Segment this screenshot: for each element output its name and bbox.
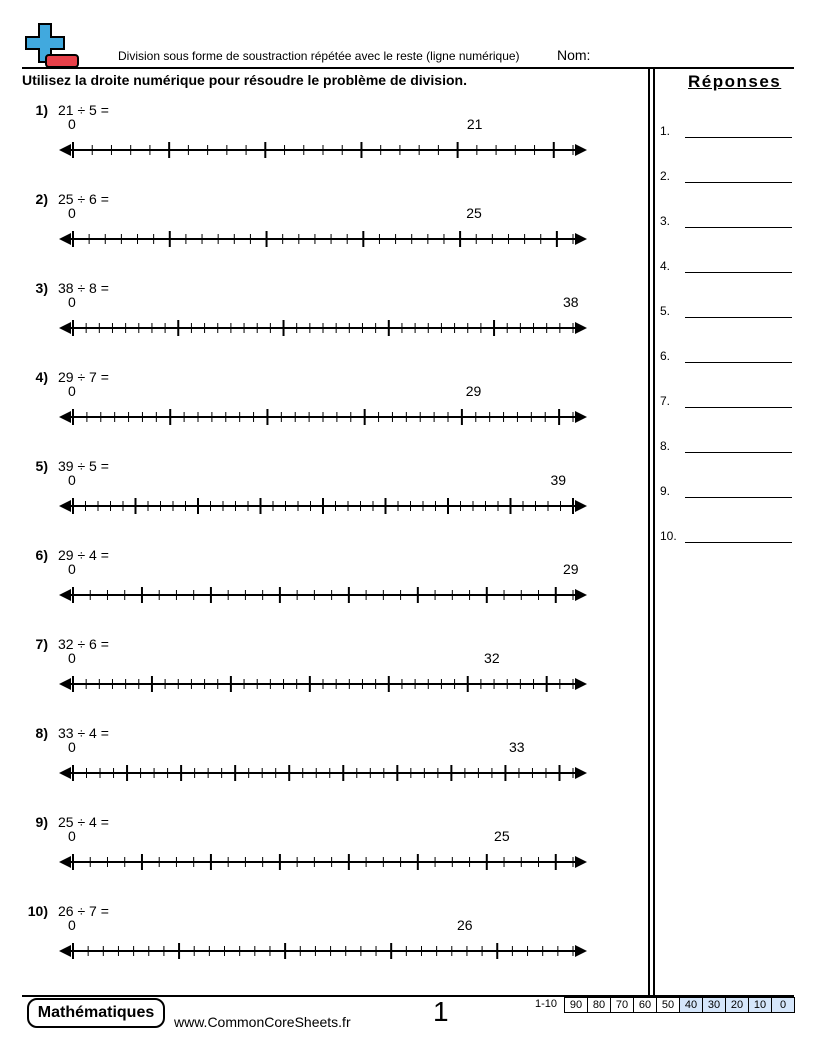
answer-row [660,214,792,234]
dividend-label: 29 [465,383,482,399]
score-cell: 70 [611,998,634,1013]
score-cell: 80 [588,998,611,1013]
problem-number: 1) [35,102,48,118]
answer-number: 8. [660,439,671,453]
problem-number: 9) [35,814,48,830]
answer-blank[interactable] [685,137,792,138]
arrow-right-icon [575,322,587,334]
problem [0,893,640,982]
answer-blank[interactable] [685,272,792,273]
column-divider-right [653,67,655,997]
answer-blank[interactable] [685,542,792,543]
answer-blank[interactable] [685,227,792,228]
dividend-label: 33 [508,739,525,755]
arrow-left-icon [59,411,71,423]
score-range-label: 1-10 [535,998,558,1010]
answer-row [660,259,792,279]
problem [0,448,640,537]
zero-label: 0 [68,383,76,399]
zero-label: 0 [68,917,76,933]
subject-badge: Mathématiques [27,998,165,1028]
score-cell: 0 [772,998,795,1013]
division-expression: 25 ÷ 6 = [58,191,109,207]
score-table [564,997,795,1013]
problem-number: 6) [35,547,48,563]
answer-blank[interactable] [685,182,792,183]
answer-number: 1. [660,124,671,138]
zero-label: 0 [68,828,76,844]
arrow-right-icon [575,856,587,868]
answer-blank[interactable] [685,362,792,363]
answers-title: Réponses [688,72,782,91]
division-expression: 25 ÷ 4 = [58,814,109,830]
dividend-label: 39 [550,472,567,488]
problem-number: 10) [27,903,48,919]
dividend-label: 25 [466,205,482,221]
problem [0,92,640,181]
answer-row [660,484,792,504]
score-cell: 30 [703,998,726,1013]
score-cell: 20 [726,998,749,1013]
dividend-label: 21 [466,116,483,132]
arrow-right-icon [575,233,587,245]
column-divider-left [648,67,650,997]
answer-number: 3. [660,214,671,228]
answer-row [660,304,792,324]
arrow-right-icon [575,144,587,156]
answer-row [660,529,792,549]
problem [0,270,640,359]
answer-blank[interactable] [685,317,792,318]
problem [0,804,640,893]
problem [0,181,640,270]
arrow-left-icon [59,144,71,156]
zero-label: 0 [68,650,76,666]
arrow-left-icon [59,233,71,245]
page-number: 1 [433,996,449,1027]
answer-number: 7. [660,394,671,408]
division-expression: 21 ÷ 5 = [58,102,109,118]
score-cell: 90 [565,998,588,1013]
arrow-left-icon [59,322,71,334]
problem-number: 8) [35,725,48,741]
division-expression: 29 ÷ 7 = [58,369,109,385]
header-divider [22,67,794,69]
answer-number: 4. [660,259,671,273]
worksheet-title: Division sous forme de soustraction répétée avec le reste (ligne numérique) [118,49,520,63]
problem [0,359,640,448]
dividend-label: 32 [484,650,500,666]
answer-blank[interactable] [685,497,792,498]
dividend-label: 38 [563,294,579,310]
zero-label: 0 [68,205,76,221]
division-expression: 33 ÷ 4 = [58,725,109,741]
problem-number: 7) [35,636,48,652]
arrow-left-icon [59,856,71,868]
arrow-right-icon [575,678,587,690]
answer-number: 5. [660,304,671,318]
arrow-left-icon [59,678,71,690]
plus-minus-logo-icon [22,22,82,70]
answer-row [660,439,792,459]
score-cell: 50 [657,998,680,1013]
score-cell: 40 [680,998,703,1013]
arrow-right-icon [575,589,587,601]
zero-label: 0 [68,739,76,755]
problem [0,626,640,715]
arrow-right-icon [575,945,587,957]
answer-number: 10. [660,529,677,543]
arrow-right-icon [575,767,587,779]
answer-number: 6. [660,349,671,363]
problem [0,537,640,626]
answer-row [660,124,792,144]
division-expression: 38 ÷ 8 = [58,280,109,296]
score-cell: 10 [749,998,772,1013]
dividend-label: 26 [456,917,473,933]
arrow-right-icon [575,411,587,423]
problem-number: 5) [35,458,48,474]
division-expression: 26 ÷ 7 = [58,903,109,919]
zero-label: 0 [68,116,76,132]
answer-number: 2. [660,169,671,183]
website-link[interactable]: www.CommonCoreSheets.fr [174,1014,351,1030]
answer-row [660,394,792,414]
arrow-left-icon [59,945,71,957]
division-expression: 32 ÷ 6 = [58,636,109,652]
answer-row [660,349,792,369]
zero-label: 0 [68,561,76,577]
problem-number: 4) [35,369,48,385]
name-label: Nom: [557,47,591,63]
arrow-left-icon [59,500,71,512]
answer-blank[interactable] [685,452,792,453]
score-cell: 60 [634,998,657,1013]
answer-number: 9. [660,484,671,498]
division-expression: 29 ÷ 4 = [58,547,109,563]
arrow-right-icon [575,500,587,512]
arrow-left-icon [59,767,71,779]
answer-blank[interactable] [685,407,792,408]
division-expression: 39 ÷ 5 = [58,458,109,474]
problem-number: 2) [35,191,48,207]
arrow-left-icon [59,589,71,601]
problem-number: 3) [35,280,48,296]
instructions: Utilisez la droite numérique pour résoudre le problème de division. [22,72,467,88]
problem [0,715,640,804]
zero-label: 0 [68,294,76,310]
dividend-label: 29 [563,561,579,577]
dividend-label: 25 [494,828,510,844]
zero-label: 0 [68,472,76,488]
answer-row [660,169,792,189]
